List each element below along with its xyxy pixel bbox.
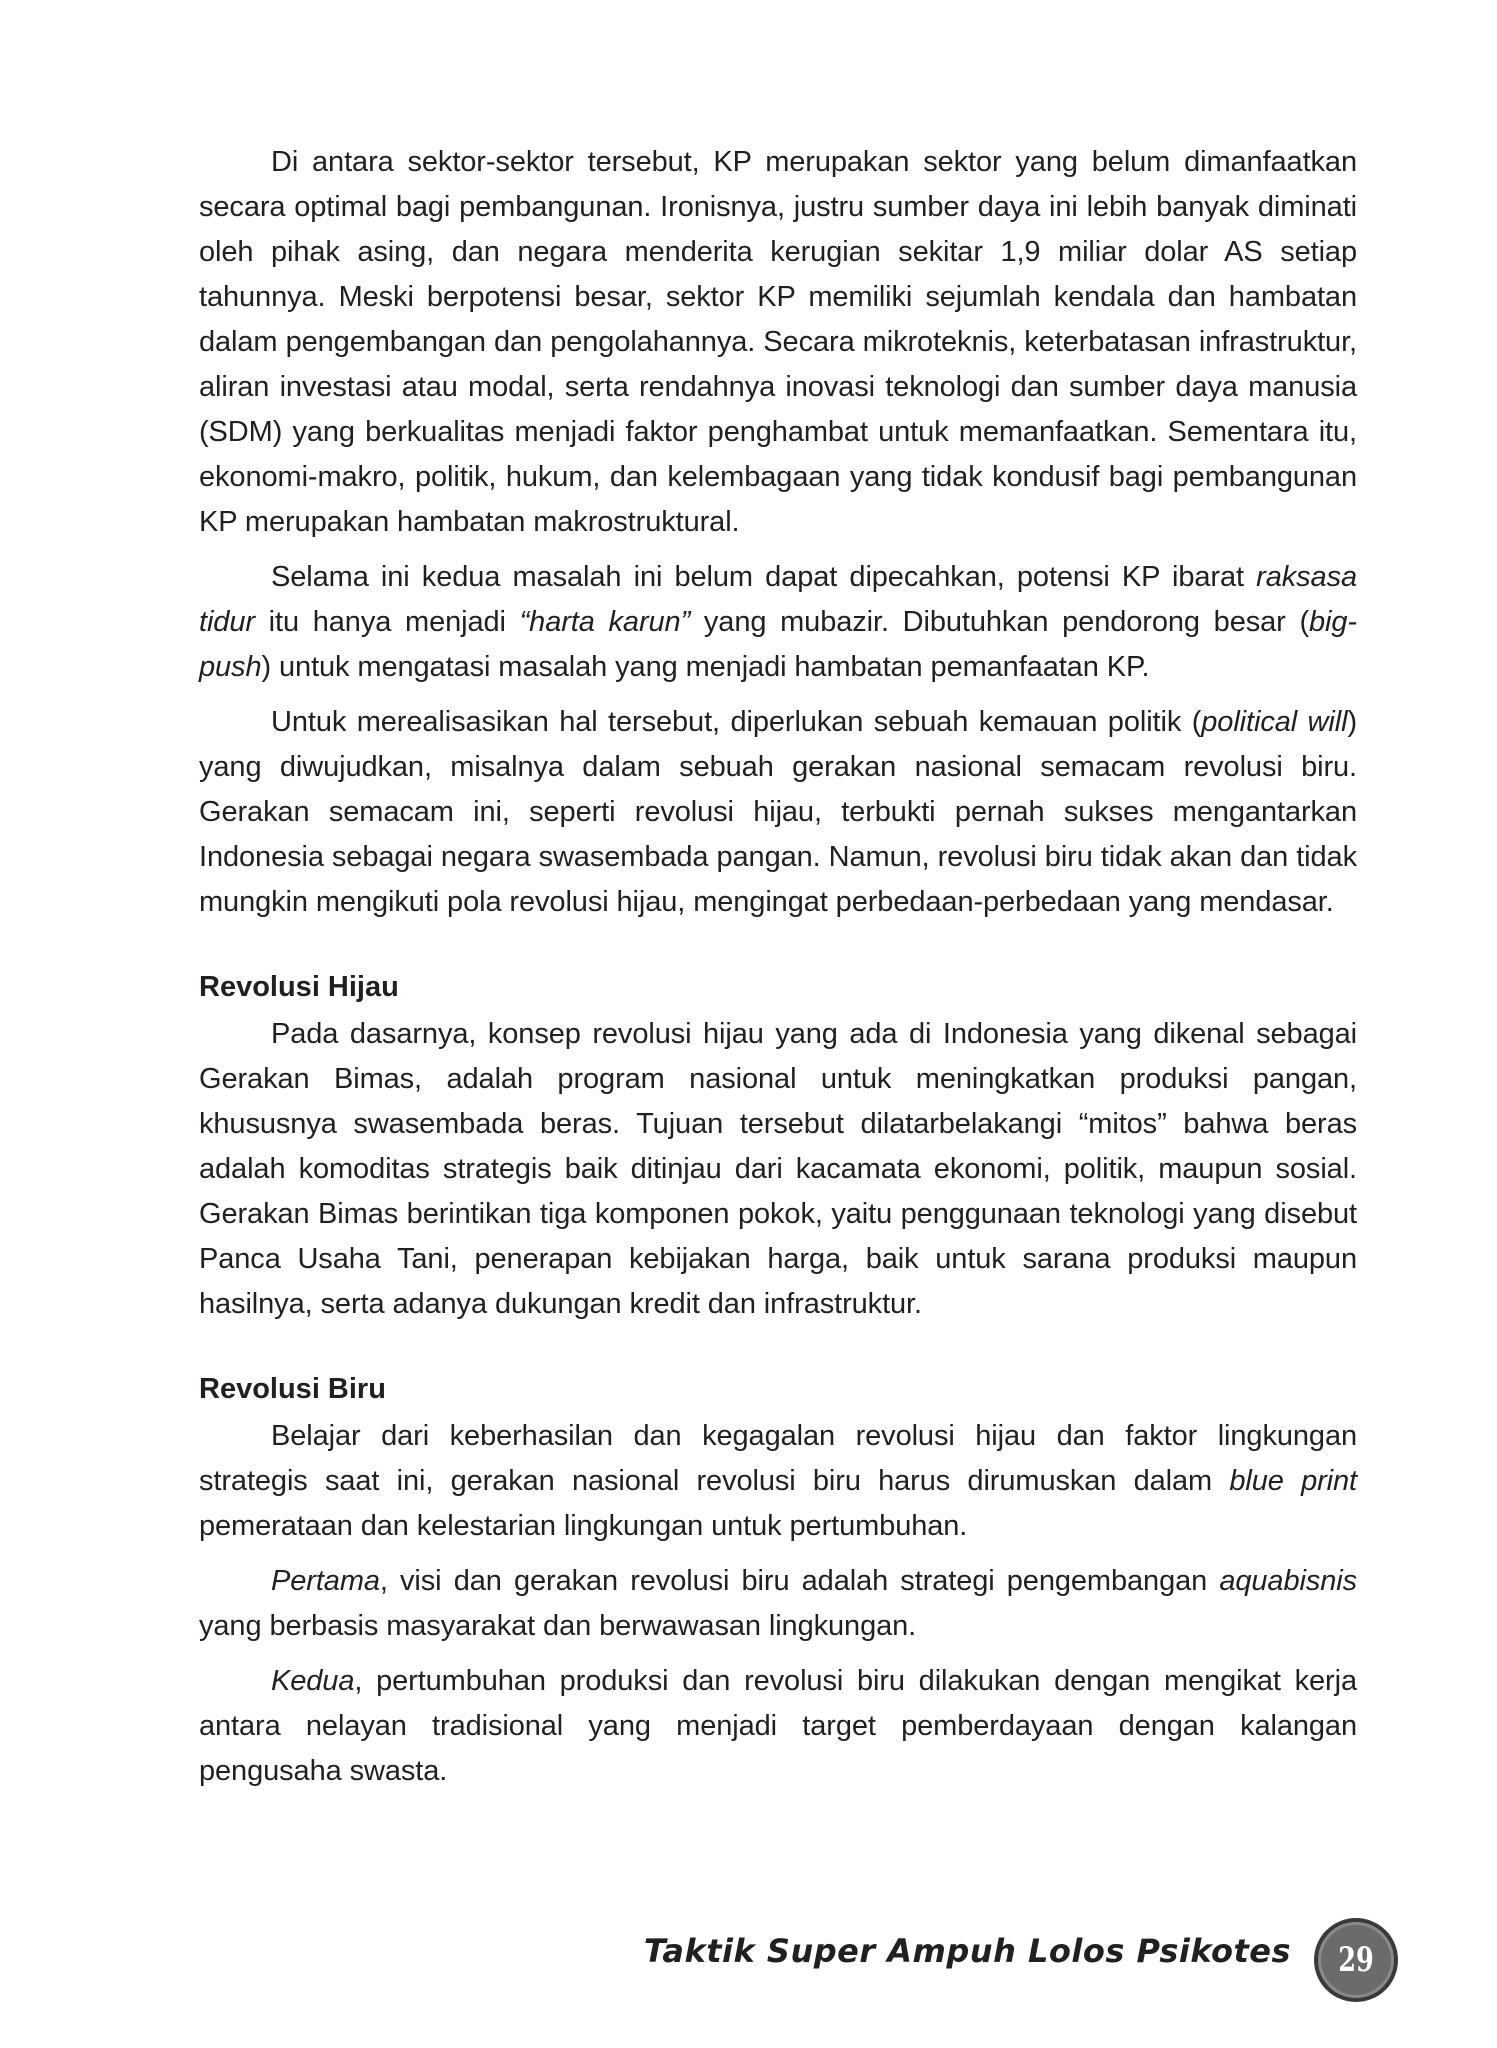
paragraph-2-text-g: ) untuk mengatasi masalah yang menjadi hambatan pemanfaatan KP. [261,651,1150,683]
book-title: Taktik Super Ampuh Lolos Psikotes [643,1932,1291,1970]
paragraph-2-italic-harta-karun: “harta karun” [519,606,691,638]
paragraph-5 [199,1414,1357,1549]
paragraph-5-text-c: pemerataan dan kelestarian lingkungan untuk pertumbuhan. [199,1510,968,1542]
paragraph-6-italic-pertama: Pertama [271,1565,380,1597]
paragraph-3 [199,700,1357,925]
paragraph-3-italic-political-will: political will [1201,706,1348,738]
paragraph-6 [199,1559,1357,1649]
paragraph-6-text-d: yang berbasis masyarakat dan berwawasan lingkungan. [199,1610,917,1642]
paragraph-6-italic-aquabisnis: aquabisnis [1219,1565,1357,1597]
paragraph-7-text-b: , pertumbuhan produksi dan revolusi biru dilakukan dengan mengikat kerja antara nelayan tradisional yang menjadi target pemberdayaan dengan kalangan pengusaha swasta. [199,1665,1357,1787]
paragraph-2-text-e: yang mubazir. Dibutuhkan pendorong besar ( [690,606,1310,638]
paragraph-2 [199,555,1357,690]
paragraph-2-italic-big-push: big-push [199,606,1357,683]
page-number-badge [1314,1918,1398,2002]
paragraph-2-italic-raksasa-tidur: raksasa tidur [199,561,1357,638]
paragraph-2-text-c: itu hanya menjadi [254,606,520,638]
heading-revolusi-hijau: Revolusi Hijau [199,971,399,1003]
paragraph-3-text-a: Untuk merealisasikan hal tersebut, diperlukan sebuah kemauan politik ( [271,706,1202,738]
page-footer [0,1918,1497,1998]
paragraph-1: Di antara sektor-sektor tersebut, KP merupakan sektor yang belum dimanfaatkan secara optimal bagi pembangunan. Ironisnya, justru sumber daya ini lebih banyak diminati oleh pihak asing, dan negara menderita kerugian sekitar 1,9 miliar dolar AS setiap tahunnya. Meski berpotensi besar, sektor KP memiliki sejumlah kendala dan hambatan dalam pengembangan dan pengolahannya. Secara mikroteknis, keterbatasan infrastruktur, aliran investasi atau modal, serta rendahnya inovasi teknologi dan sumber daya manusia (SDM) yang berkualitas menjadi faktor penghambat untuk memanfaatkan. Sementara itu, ekonomi-makro, politik, hukum, dan kelembagaan yang tidak kondusif bagi pembangunan KP merupakan hambatan makrostruktural. [199,146,1357,538]
paragraph-7-italic-kedua: Kedua [271,1665,355,1697]
paragraph-5-text-a: Belajar dari keberhasilan dan kegagalan revolusi hijau dan faktor lingkungan strategis saat ini, gerakan nasional revolusi biru harus dirumuskan dalam [199,1420,1357,1497]
paragraph-5-italic-blue-print: blue print [1229,1465,1357,1497]
paragraph-6-text-b: , visi dan gerakan revolusi biru adalah strategi pengembangan [379,1565,1220,1597]
page-body [199,140,1357,1804]
paragraph-3-text-c: ) yang diwujudkan, misalnya dalam sebuah gerakan nasional semacam revolusi biru. Gerakan semacam ini, seperti revolusi hijau, terbukti pernah sukses mengantarkan Indonesia sebagai negara swasembada pangan. Namun, revolusi biru tidak akan dan tidak mungkin mengikuti pola revolusi hijau, mengingat perbedaan-perbedaan yang mendasar. [199,706,1357,918]
heading-revolusi-biru: Revolusi Biru [199,1373,386,1405]
paragraph-7 [199,1659,1357,1794]
paragraph-2-text-a: Selama ini kedua masalah ini belum dapat dipecahkan, potensi KP ibarat [271,561,1257,593]
page-number: 29 [1338,1940,1374,1980]
paragraph-4: Pada dasarnya, konsep revolusi hijau yang ada di Indonesia yang dikenal sebagai Gerakan Bimas, adalah program nasional untuk meningkatkan produksi pangan, khususnya swasembada beras. Tujuan tersebut dilatarbelakangi “mitos” bahwa beras adalah komoditas strategis baik ditinjau dari kacamata ekonomi, politik, maupun sosial. Gerakan Bimas berintikan tiga komponen pokok, yaitu penggunaan teknologi yang disebut Panca Usaha Tani, penerapan kebijakan harga, baik untuk sarana produksi maupun hasilnya, serta adanya dukungan kredit dan infrastruktur. [199,1018,1357,1320]
